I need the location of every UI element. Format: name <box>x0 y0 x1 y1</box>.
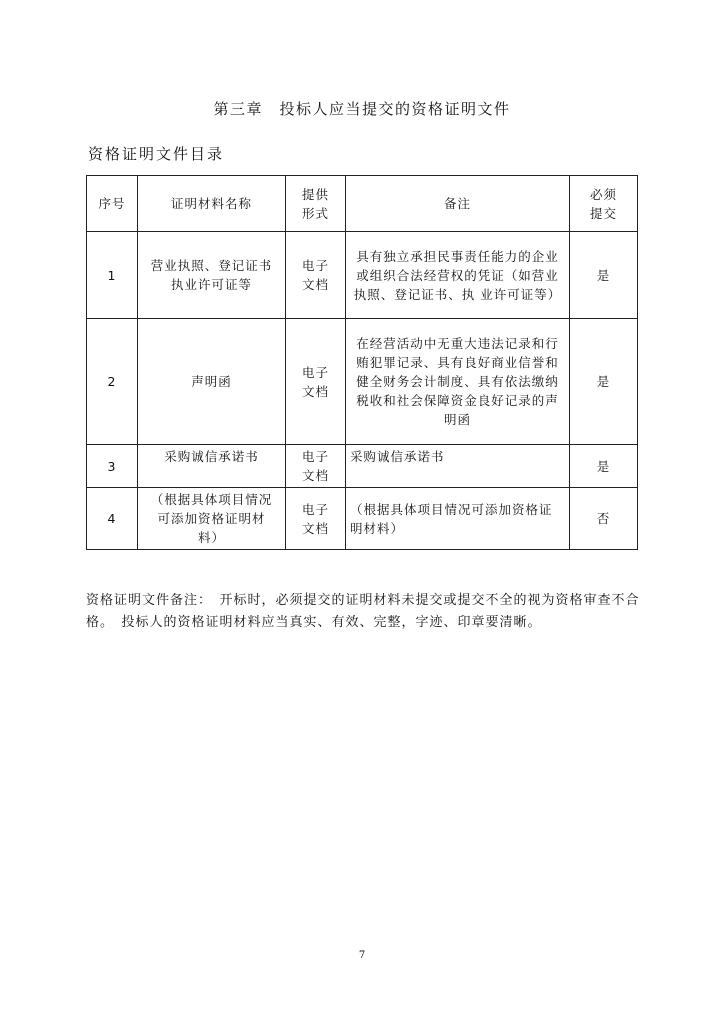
row-name: 营业执照、登记证书执业许可证等 <box>138 232 286 319</box>
row-name: 采购诚信承诺书 <box>138 445 286 488</box>
table-row <box>87 488 638 550</box>
page-title: 第三章 投标人应当提交的资格证明文件 <box>213 100 511 118</box>
header-required: 必须提交 <box>570 176 638 232</box>
qualification-documents-table <box>86 175 638 550</box>
row-note: 在经营活动中无重大违法记录和行贿犯罪记录、具有良好商业信誉和健全财务会计制度、具有依法缴纳税收和社会保障资金良好记录的声明函 <box>346 319 570 445</box>
row-index: 4 <box>87 488 138 550</box>
row-note: （根据具体项目情况可添加资格证明材料） <box>346 488 570 550</box>
table-header-row <box>87 176 638 232</box>
row-note: 具有独立承担民事责任能力的企业或组织合法经营权的凭证（如营业执照、登记证书、执 业许可证等） <box>346 232 570 319</box>
header-index: 序号 <box>87 176 138 232</box>
page-number: 7 <box>358 950 366 961</box>
row-required: 是 <box>570 232 638 319</box>
row-required: 是 <box>570 319 638 445</box>
table-row <box>87 445 638 488</box>
row-note: 采购诚信承诺书 <box>346 445 570 488</box>
row-name: （根据具体项目情况 可添加资格证明材 料） <box>138 488 286 550</box>
row-index: 2 <box>87 319 138 445</box>
row-required: 是 <box>570 445 638 488</box>
header-note: 备注 <box>346 176 570 232</box>
row-form: 电子文档 <box>286 319 346 445</box>
table-row <box>87 232 638 319</box>
row-form: 电子文档 <box>286 232 346 319</box>
row-form: 电子文档 <box>286 445 346 488</box>
header-form: 提供形式 <box>286 176 346 232</box>
row-index: 3 <box>87 445 138 488</box>
row-index: 1 <box>87 232 138 319</box>
qualification-footnote: 资格证明文件备注： 开标时，必须提交的证明材料未提交或提交不全的视为资格审查不合格。 投标人的资格证明材料应当真实、有效、完整，字迹、印章要清晰。 <box>86 593 640 630</box>
table-row <box>87 319 638 445</box>
row-required: 否 <box>570 488 638 550</box>
section-title: 资格证明文件目录 <box>88 145 225 163</box>
row-form: 电子文档 <box>286 488 346 550</box>
header-name: 证明材料名称 <box>138 176 286 232</box>
row-name: 声明函 <box>138 319 286 445</box>
